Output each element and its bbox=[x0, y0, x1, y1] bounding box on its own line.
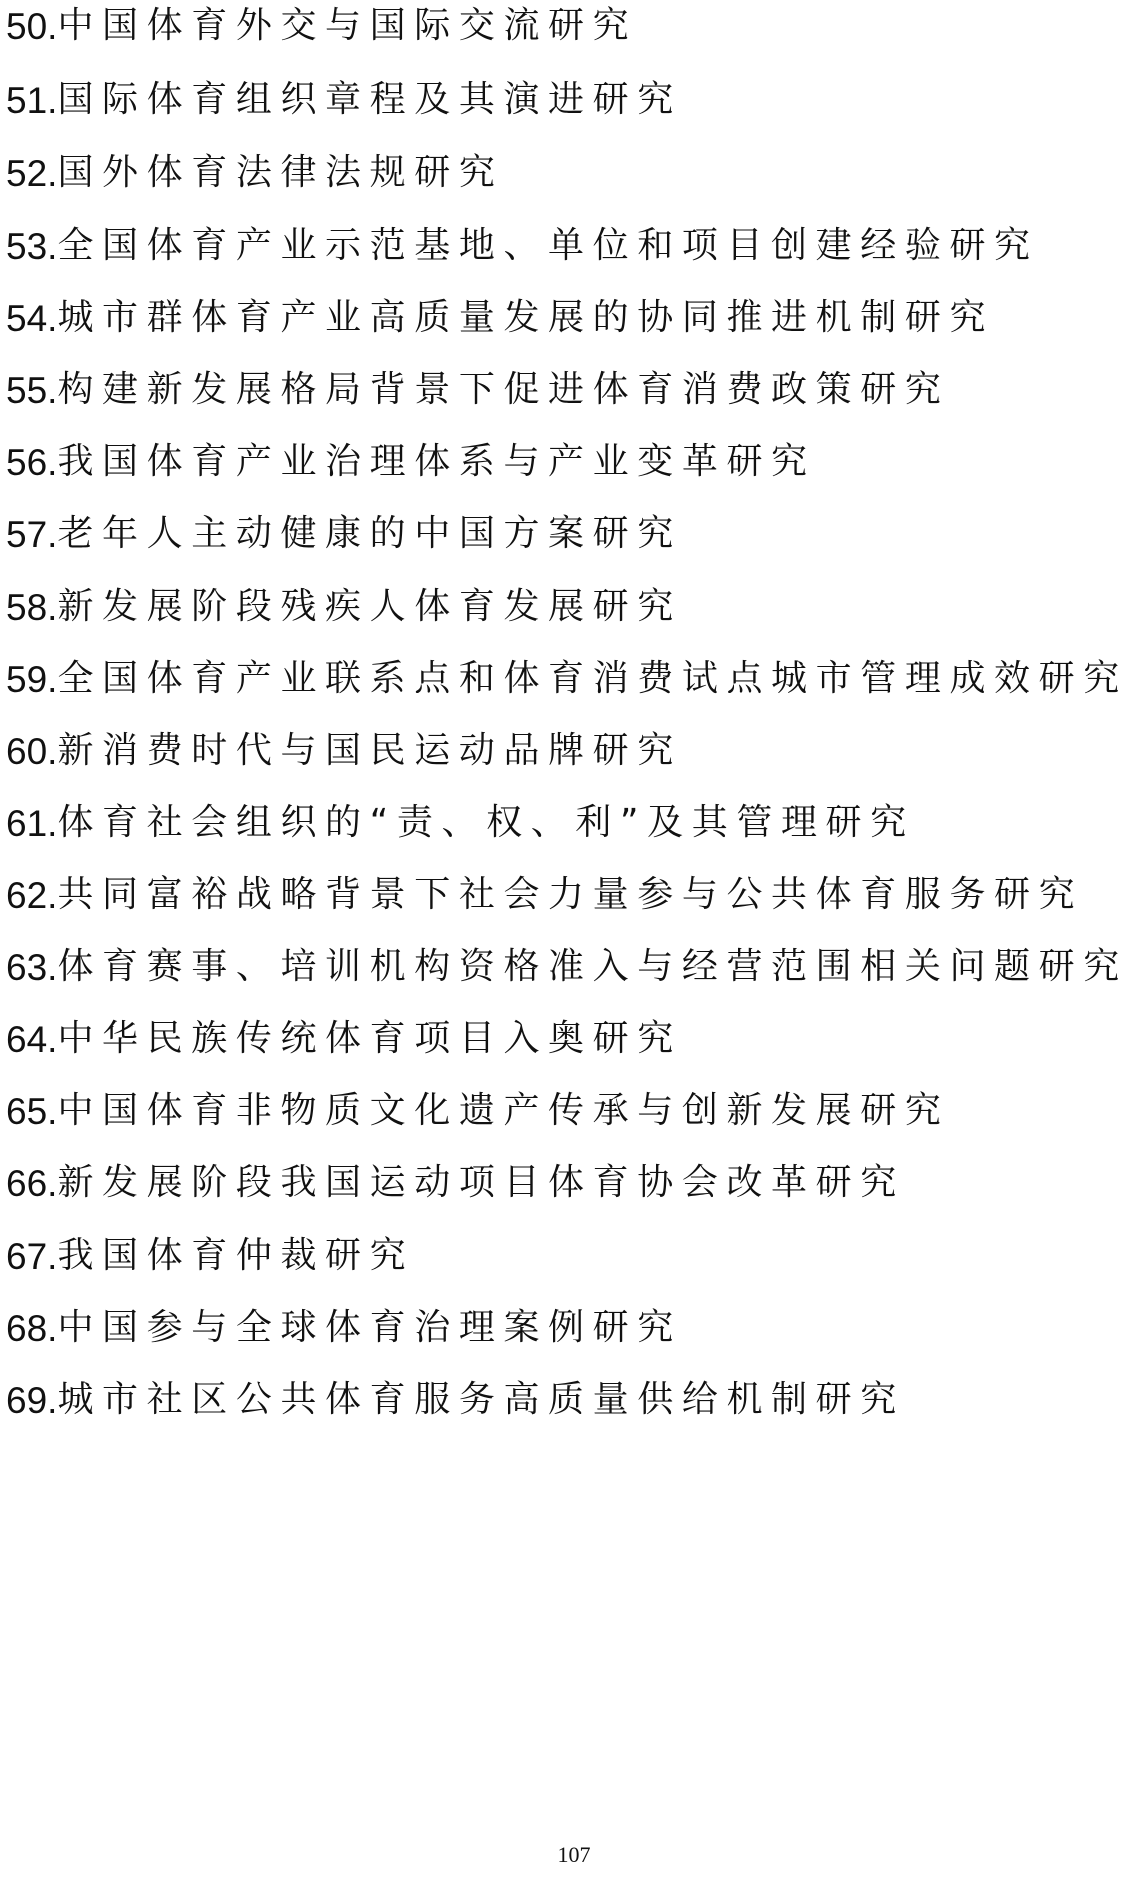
list-item bbox=[6, 216, 1039, 276]
list-item bbox=[6, 360, 949, 420]
list-item bbox=[6, 70, 682, 130]
list-item bbox=[6, 1298, 682, 1358]
list-item bbox=[6, 432, 816, 492]
topic-number: 69. bbox=[6, 1379, 58, 1421]
topic-number: 50. bbox=[6, 5, 58, 47]
topic-number: 59. bbox=[6, 658, 58, 700]
topic-number: 57. bbox=[6, 513, 58, 555]
list-item bbox=[6, 143, 503, 203]
topic-text: 新发展阶段我国运动项目体育协会改革研究 bbox=[57, 1162, 905, 1203]
list-item bbox=[6, 793, 915, 853]
topic-text: 新消费时代与国民运动品牌研究 bbox=[57, 730, 682, 771]
list-item bbox=[6, 1081, 949, 1141]
topic-number: 63. bbox=[6, 946, 58, 988]
topic-text: 新发展阶段残疾人体育发展研究 bbox=[57, 586, 682, 627]
topic-number: 52. bbox=[6, 152, 58, 194]
list-item bbox=[6, 577, 682, 637]
topic-text: 国外体育法律法规研究 bbox=[57, 152, 504, 193]
topic-text: 国际体育组织章程及其演进研究 bbox=[57, 79, 682, 120]
topic-number: 58. bbox=[6, 586, 58, 628]
topic-number: 62. bbox=[6, 874, 58, 916]
list-item bbox=[6, 504, 682, 564]
topic-number: 66. bbox=[6, 1162, 58, 1204]
topic-number: 55. bbox=[6, 369, 58, 411]
topic-text: 构建新发展格局背景下促进体育消费政策研究 bbox=[57, 369, 950, 410]
list-item bbox=[6, 649, 1128, 709]
topic-number: 67. bbox=[6, 1235, 58, 1277]
list-item bbox=[6, 865, 1083, 925]
topic-text: 中国体育非物质文化遗产传承与创新发展研究 bbox=[57, 1090, 950, 1131]
topic-text: 全国体育产业示范基地、单位和项目创建经验研究 bbox=[57, 225, 1039, 266]
topic-number: 54. bbox=[6, 297, 58, 339]
topic-number: 51. bbox=[6, 79, 58, 121]
list-item bbox=[6, 1226, 414, 1286]
list-item bbox=[6, 1370, 905, 1430]
page-number: 107 bbox=[557, 1842, 591, 1867]
topic-number: 61. bbox=[6, 802, 58, 844]
topic-text: 我国体育仲裁研究 bbox=[57, 1235, 415, 1276]
topic-text: 共同富裕战略背景下社会力量参与公共体育服务研究 bbox=[57, 874, 1084, 915]
topic-text: 城市社区公共体育服务高质量供给机制研究 bbox=[57, 1379, 905, 1420]
list-item bbox=[6, 1153, 905, 1213]
topic-text: 老年人主动健康的中国方案研究 bbox=[57, 513, 682, 554]
list-item bbox=[6, 1009, 682, 1069]
list-item bbox=[6, 721, 682, 781]
topic-number: 60. bbox=[6, 730, 58, 772]
topic-text: 中国参与全球体育治理案例研究 bbox=[57, 1307, 682, 1348]
topic-number: 68. bbox=[6, 1307, 58, 1349]
topic-text: 体育赛事、培训机构资格准入与经营范围相关问题研究 bbox=[57, 946, 1128, 987]
topic-text: 我国体育产业治理体系与产业变革研究 bbox=[57, 441, 816, 482]
list-item bbox=[6, 0, 637, 56]
topic-text: 城市群体育产业高质量发展的协同推进机制研究 bbox=[57, 297, 995, 338]
topic-text: 中国体育外交与国际交流研究 bbox=[57, 5, 638, 46]
topic-text: 体育社会组织的“责、权、利”及其管理研究 bbox=[57, 802, 915, 843]
topic-number: 65. bbox=[6, 1090, 58, 1132]
topic-text: 中华民族传统体育项目入奥研究 bbox=[57, 1018, 682, 1059]
list-item bbox=[6, 288, 994, 348]
topic-number: 64. bbox=[6, 1018, 58, 1060]
topic-text: 全国体育产业联系点和体育消费试点城市管理成效研究 bbox=[57, 658, 1128, 699]
topic-number: 53. bbox=[6, 225, 58, 267]
list-item bbox=[6, 937, 1128, 997]
topic-number: 56. bbox=[6, 441, 58, 483]
